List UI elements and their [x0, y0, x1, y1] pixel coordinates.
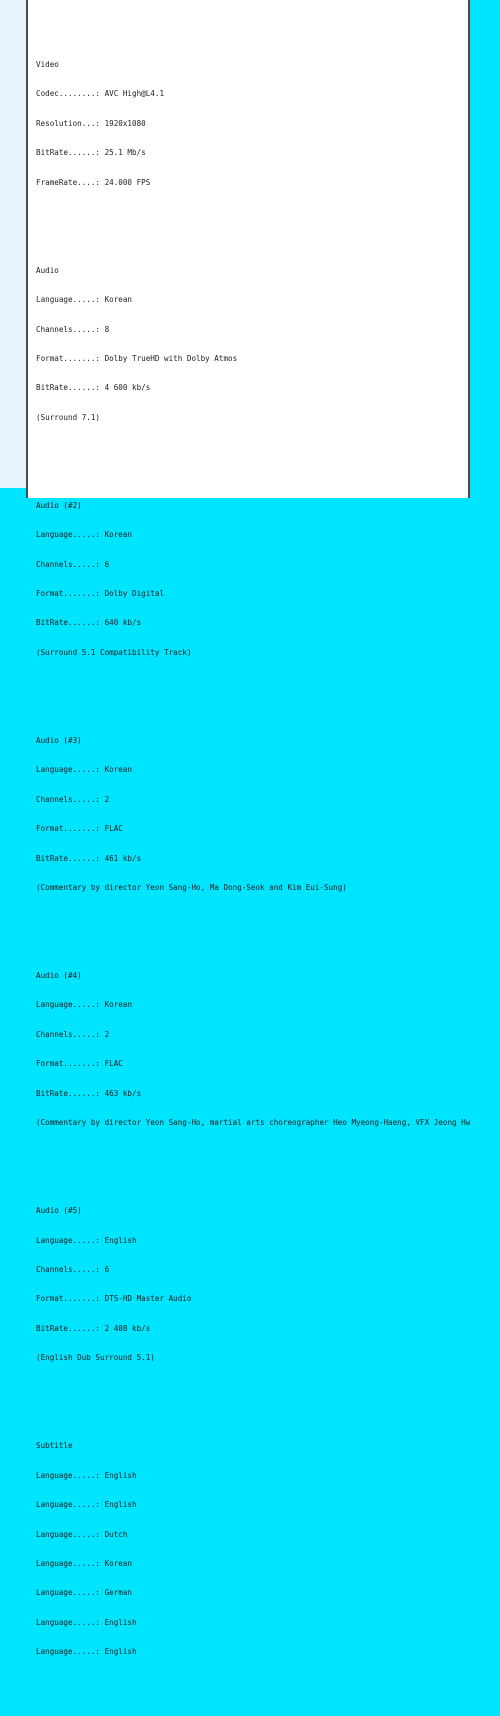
- section-heading: Audio (#5): [36, 1206, 82, 1216]
- info-line: Language.....: English: [36, 1470, 137, 1480]
- info-line: Language.....: English: [36, 1500, 137, 1510]
- info-line: Channels.....: 6: [36, 559, 110, 569]
- info-note: (Surround 7.1): [36, 412, 101, 422]
- info-note: (Commentary by director Yeon Sang-Ho, martial arts choreographer Heo Myeong-Haeng, VFX Jeong Hw: [36, 1118, 471, 1128]
- info-line: Channels.....: 6: [36, 1265, 110, 1274]
- section-heading: Audio: [36, 265, 59, 275]
- info-line: Resolution...: 1920x1080: [36, 118, 146, 128]
- video-section: [36, 40, 468, 207]
- audio-section-1: [36, 246, 468, 442]
- info-line: BitRate......: 640 kb/s: [36, 618, 142, 628]
- info-note: (Surround 5.1 Compatibility Track): [36, 647, 192, 657]
- info-line: Format.......: FLAC: [36, 824, 123, 834]
- section-heading: Subtitle: [36, 1441, 73, 1451]
- audio-section-2: [36, 481, 468, 677]
- info-line: Language.....: Korean: [36, 1000, 133, 1010]
- audio-section-4: [36, 952, 471, 1148]
- info-line: BitRate......: 4 600 kb/s: [36, 383, 151, 393]
- info-line: BitRate......: 461 kb/s: [36, 853, 142, 863]
- info-line: Format.......: FLAC: [36, 1059, 123, 1069]
- audio-section-5: [36, 1187, 468, 1383]
- info-line: FrameRate....: 24.000 FPS: [36, 177, 151, 187]
- section-heading: Audio (#3): [36, 735, 82, 745]
- mediainfo-panel: [26, 0, 471, 1657]
- info-line: Channels.....: 2: [36, 1029, 110, 1039]
- info-line: Language.....: Korean: [36, 295, 133, 305]
- info-note: (Commentary by director Yeon Sang-Ho, Ma Dong-Seok and Kim Eui-Sung): [36, 882, 347, 892]
- section-heading: Audio (#2): [36, 500, 82, 510]
- section-heading: Video: [36, 59, 59, 69]
- subtitle-section: [36, 1422, 468, 1677]
- info-line: BitRate......: 25.1 Mb/s: [36, 148, 146, 158]
- info-line: Format.......: DTS-HD Master Audio: [36, 1294, 192, 1304]
- info-line: Language.....: English: [36, 1235, 137, 1245]
- audio-section-3: [36, 716, 468, 912]
- info-line: Format.......: Dolby Digital: [36, 589, 165, 599]
- info-line: Language.....: German: [36, 1588, 133, 1598]
- info-line: Language.....: English: [36, 1617, 137, 1627]
- info-line: BitRate......: 2 408 kb/s: [36, 1323, 151, 1333]
- info-line: Language.....: Korean: [36, 530, 133, 540]
- info-line: Language.....: Dutch: [36, 1529, 128, 1539]
- info-line: Format.......: Dolby TrueHD with Dolby Atmos: [36, 353, 238, 363]
- info-line: Language.....: English: [36, 1647, 137, 1657]
- info-line: Language.....: Korean: [36, 765, 133, 775]
- mediainfo-text: [28, 0, 471, 1716]
- info-line: BitRate......: 463 kb/s: [36, 1088, 142, 1098]
- info-line: Language.....: Korean: [36, 1558, 133, 1568]
- info-line: Codec........: AVC High@L4.1: [36, 89, 165, 99]
- info-note: (English Dub Surround 5.1): [36, 1353, 155, 1363]
- section-heading: Audio (#4): [36, 971, 82, 981]
- info-line: Channels.....: 2: [36, 794, 110, 804]
- info-line: Channels.....: 8: [36, 324, 110, 334]
